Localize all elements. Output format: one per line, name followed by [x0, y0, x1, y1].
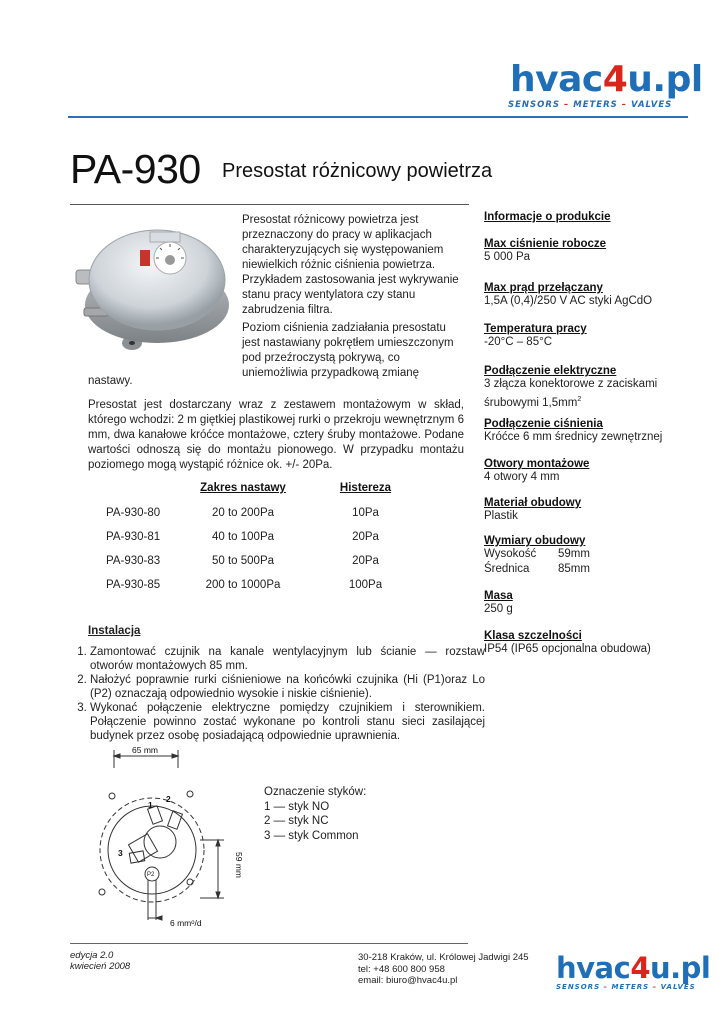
spec-label: Klasa szczelności — [484, 630, 582, 642]
spec-value: -20°C – 85°C — [484, 336, 553, 348]
spec-label: Materiał obudowy — [484, 497, 582, 509]
contact-label: 1 — [148, 800, 153, 810]
contact-label: 3 — [118, 848, 123, 858]
spec-value: IP54 (IP65 opcjonalna obudowa) — [484, 643, 651, 655]
logo-prefix: hvac — [510, 59, 603, 100]
table-cell: 10Pa — [352, 507, 379, 519]
table-cell: 40 to 100Pa — [211, 531, 275, 543]
spec-max-current — [484, 282, 652, 309]
spec-label: Otwory montażowe — [484, 458, 590, 470]
dimension-value: 85mm — [558, 563, 590, 575]
table-cell: PA-930-83 — [106, 555, 161, 567]
content-divider — [70, 204, 469, 205]
date-text: kwiecień 2008 — [70, 961, 131, 972]
spec-value: 1,5A (0,4)/250 V AC styki AgCdO — [484, 295, 653, 307]
tagline-word: METERS — [573, 100, 618, 110]
markings-line: 3 — styk Common — [264, 829, 359, 842]
spec-mounting-holes — [484, 458, 589, 485]
installation-steps — [70, 645, 485, 743]
intro-paragraph-2: Poziom ciśnienia zadziałania presostatu jest nastawiany pokrętłem umieszczonym pod przeźroczystą pokrywą, co uniemożliwia przypadkową zmianę — [242, 322, 454, 379]
edition-text: edycja 2.0 — [70, 950, 114, 961]
table-cell: 200 to 1000Pa — [205, 579, 281, 591]
spec-value: 250 g — [484, 603, 513, 615]
spec-value: Plastik — [484, 510, 518, 522]
logo-digit: 4 — [602, 59, 628, 100]
list-item: 2. Nałożyć poprawnie rurki ciśnieniowe na końcówki czujnika (Hi (P1)oraz Lo (P2) oznaczają odpowiednio wysokie i niskie ciśnienie). — [90, 673, 485, 701]
spec-temperature — [484, 323, 587, 350]
table-cell: PA-930-85 — [106, 579, 161, 591]
spec-label: Temperatura pracy — [484, 323, 587, 335]
table-row — [88, 530, 428, 554]
markings-line: 1 — styk NO — [264, 800, 330, 813]
brand-logo-bottom — [556, 951, 711, 985]
spec-value — [484, 377, 694, 411]
spec-mass — [484, 590, 513, 617]
tagline-word: VALVES — [630, 100, 673, 110]
header-divider — [68, 116, 688, 118]
spec-value: 5 000 Pa — [484, 251, 531, 263]
dim-height-label: 59 mm — [234, 852, 244, 878]
spec-max-pressure — [484, 238, 606, 265]
dimension-name: Średnica — [484, 563, 530, 575]
dimension-drawing-svg — [90, 742, 250, 932]
spec-value — [484, 547, 590, 562]
table-cell: 20Pa — [352, 555, 379, 567]
dim-width-label: 65 mm — [132, 745, 158, 755]
spec-electrical — [484, 365, 694, 411]
table-cell: PA-930-81 — [106, 531, 161, 543]
spec-label: Wymiary obudowy — [484, 535, 586, 547]
logo-suffix: u.pl — [627, 59, 703, 100]
markings-line: 2 — styk NC — [264, 815, 329, 827]
table-header-row — [88, 482, 428, 506]
dimension-name: Wysokość — [484, 548, 537, 560]
spec-housing-material — [484, 497, 581, 524]
table-header: Histereza — [339, 482, 392, 494]
spec-housing-dimensions — [484, 535, 590, 577]
product-subtitle: Presostat różnicowy powietrza — [222, 160, 493, 182]
intro-paragraph-2-end: nastawy. — [88, 375, 133, 387]
specs-title: Informacje o produkcie — [484, 211, 611, 223]
phone-text: tel: +48 600 800 958 — [358, 963, 445, 975]
intro-paragraph-3: Presostat jest dostarczany wraz z zestawem montażowym w skład, którego wchodzi: 2 m giętkiej plastikowej rurki o przekroju wewnętrznym 6 mm, dwa kanałowe króćce montażowe, cztery śruby montażowe. Podane wartości odnoszą się do montażu pionowego. W przypadku montażu poziomego mogą wystąpić różnice ok. +/- 20Pa. — [88, 399, 464, 471]
spec-pressure-connection — [484, 418, 662, 445]
pressure-switch-illustration — [62, 210, 232, 360]
table-cell: 50 to 500Pa — [211, 555, 275, 567]
dim-tube-label — [170, 918, 202, 928]
spec-value — [484, 562, 590, 577]
brand-logo-top — [510, 59, 703, 100]
product-photo — [62, 210, 232, 360]
contact-markings — [264, 785, 366, 843]
spec-value: 4 otwory 4 mm — [484, 471, 560, 483]
table-cell: PA-930-80 — [106, 507, 161, 519]
installation-title: Instalacja — [88, 625, 141, 637]
ranges-table — [88, 482, 428, 602]
table-header — [88, 482, 183, 506]
tagline-word: VALVES — [660, 983, 696, 991]
spec-label: Masa — [484, 590, 513, 602]
superscript: 2 — [577, 396, 582, 403]
brand-tagline-bottom: SENSORS – METERS – VALVES — [556, 983, 696, 991]
spec-value: Króćce 6 mm średnicy zewnętrznej — [484, 431, 663, 443]
port-label: P2 — [147, 872, 155, 878]
table-cell: 100Pa — [348, 579, 383, 591]
spec-value-text: 3 złącza konektorowe z zaciskami śrubowymi 1,5mm — [484, 378, 658, 409]
dim-tube-suffix: ᵒ/d — [191, 918, 202, 928]
email-text: email: biuro@hvac4u.pl — [358, 975, 458, 986]
intro-paragraph-1: Presostat różnicowy powietrza jest przeznaczony do pracy w aplikacjach charakteryzujących się występowaniem niewielkich różnic ciśnienia powietrza. Przykładem zastosowania jest wykrywanie stanu pracy wentylatora czy stanu zabrudzenia filtra. — [242, 214, 459, 316]
table-row — [88, 554, 428, 578]
footer-contact — [358, 952, 529, 987]
dimension-drawing — [90, 742, 250, 932]
markings-title: Oznaczenie styków: — [264, 786, 367, 798]
list-item: 3. Wykonać połączenie elektryczne pomiędzy czujnikiem i sterownikiem. Połączenie powinno zostać wykonane po kontroli stanu sieci zasilającej budynek przez osobę posiadającą odpowiednie uprawnienia. — [90, 701, 485, 743]
spec-label: Podłączenie elektryczne — [484, 365, 617, 377]
contact-label: 2 — [166, 794, 171, 804]
footer-edition — [70, 950, 130, 972]
dim-tube-value: 6 mm — [170, 918, 192, 928]
table-cell: 20Pa — [352, 531, 379, 543]
table-row — [88, 578, 428, 602]
logo-prefix: hvac — [556, 951, 631, 985]
spec-ip-class — [484, 630, 651, 657]
table-row — [88, 506, 428, 530]
tagline-word: SENSORS — [556, 983, 601, 991]
spec-label: Max ciśnienie robocze — [484, 238, 607, 250]
dimension-value: 59mm — [558, 548, 590, 560]
spec-label: Max prąd przełączany — [484, 282, 603, 294]
brand-tagline-top: SENSORS – METERS – VALVES — [508, 100, 673, 110]
table-header: Zakres nastawy — [200, 482, 286, 494]
model-title: PA-930 — [70, 146, 201, 192]
spec-label: Podłączenie ciśnienia — [484, 418, 603, 430]
logo-suffix: u.pl — [650, 951, 711, 985]
tagline-word: SENSORS — [508, 100, 561, 110]
logo-digit: 4 — [630, 951, 650, 985]
list-item: 1. Zamontować czujnik na kanale wentylacyjnym lub ścianie — rozstaw otworów montażowych 85 mm. — [90, 645, 485, 673]
table-cell: 20 to 200Pa — [211, 507, 275, 519]
tagline-word: METERS — [611, 983, 650, 991]
address-text: 30-218 Kraków, ul. Królowej Jadwigi 245 — [358, 952, 529, 963]
footer-divider — [70, 943, 468, 944]
